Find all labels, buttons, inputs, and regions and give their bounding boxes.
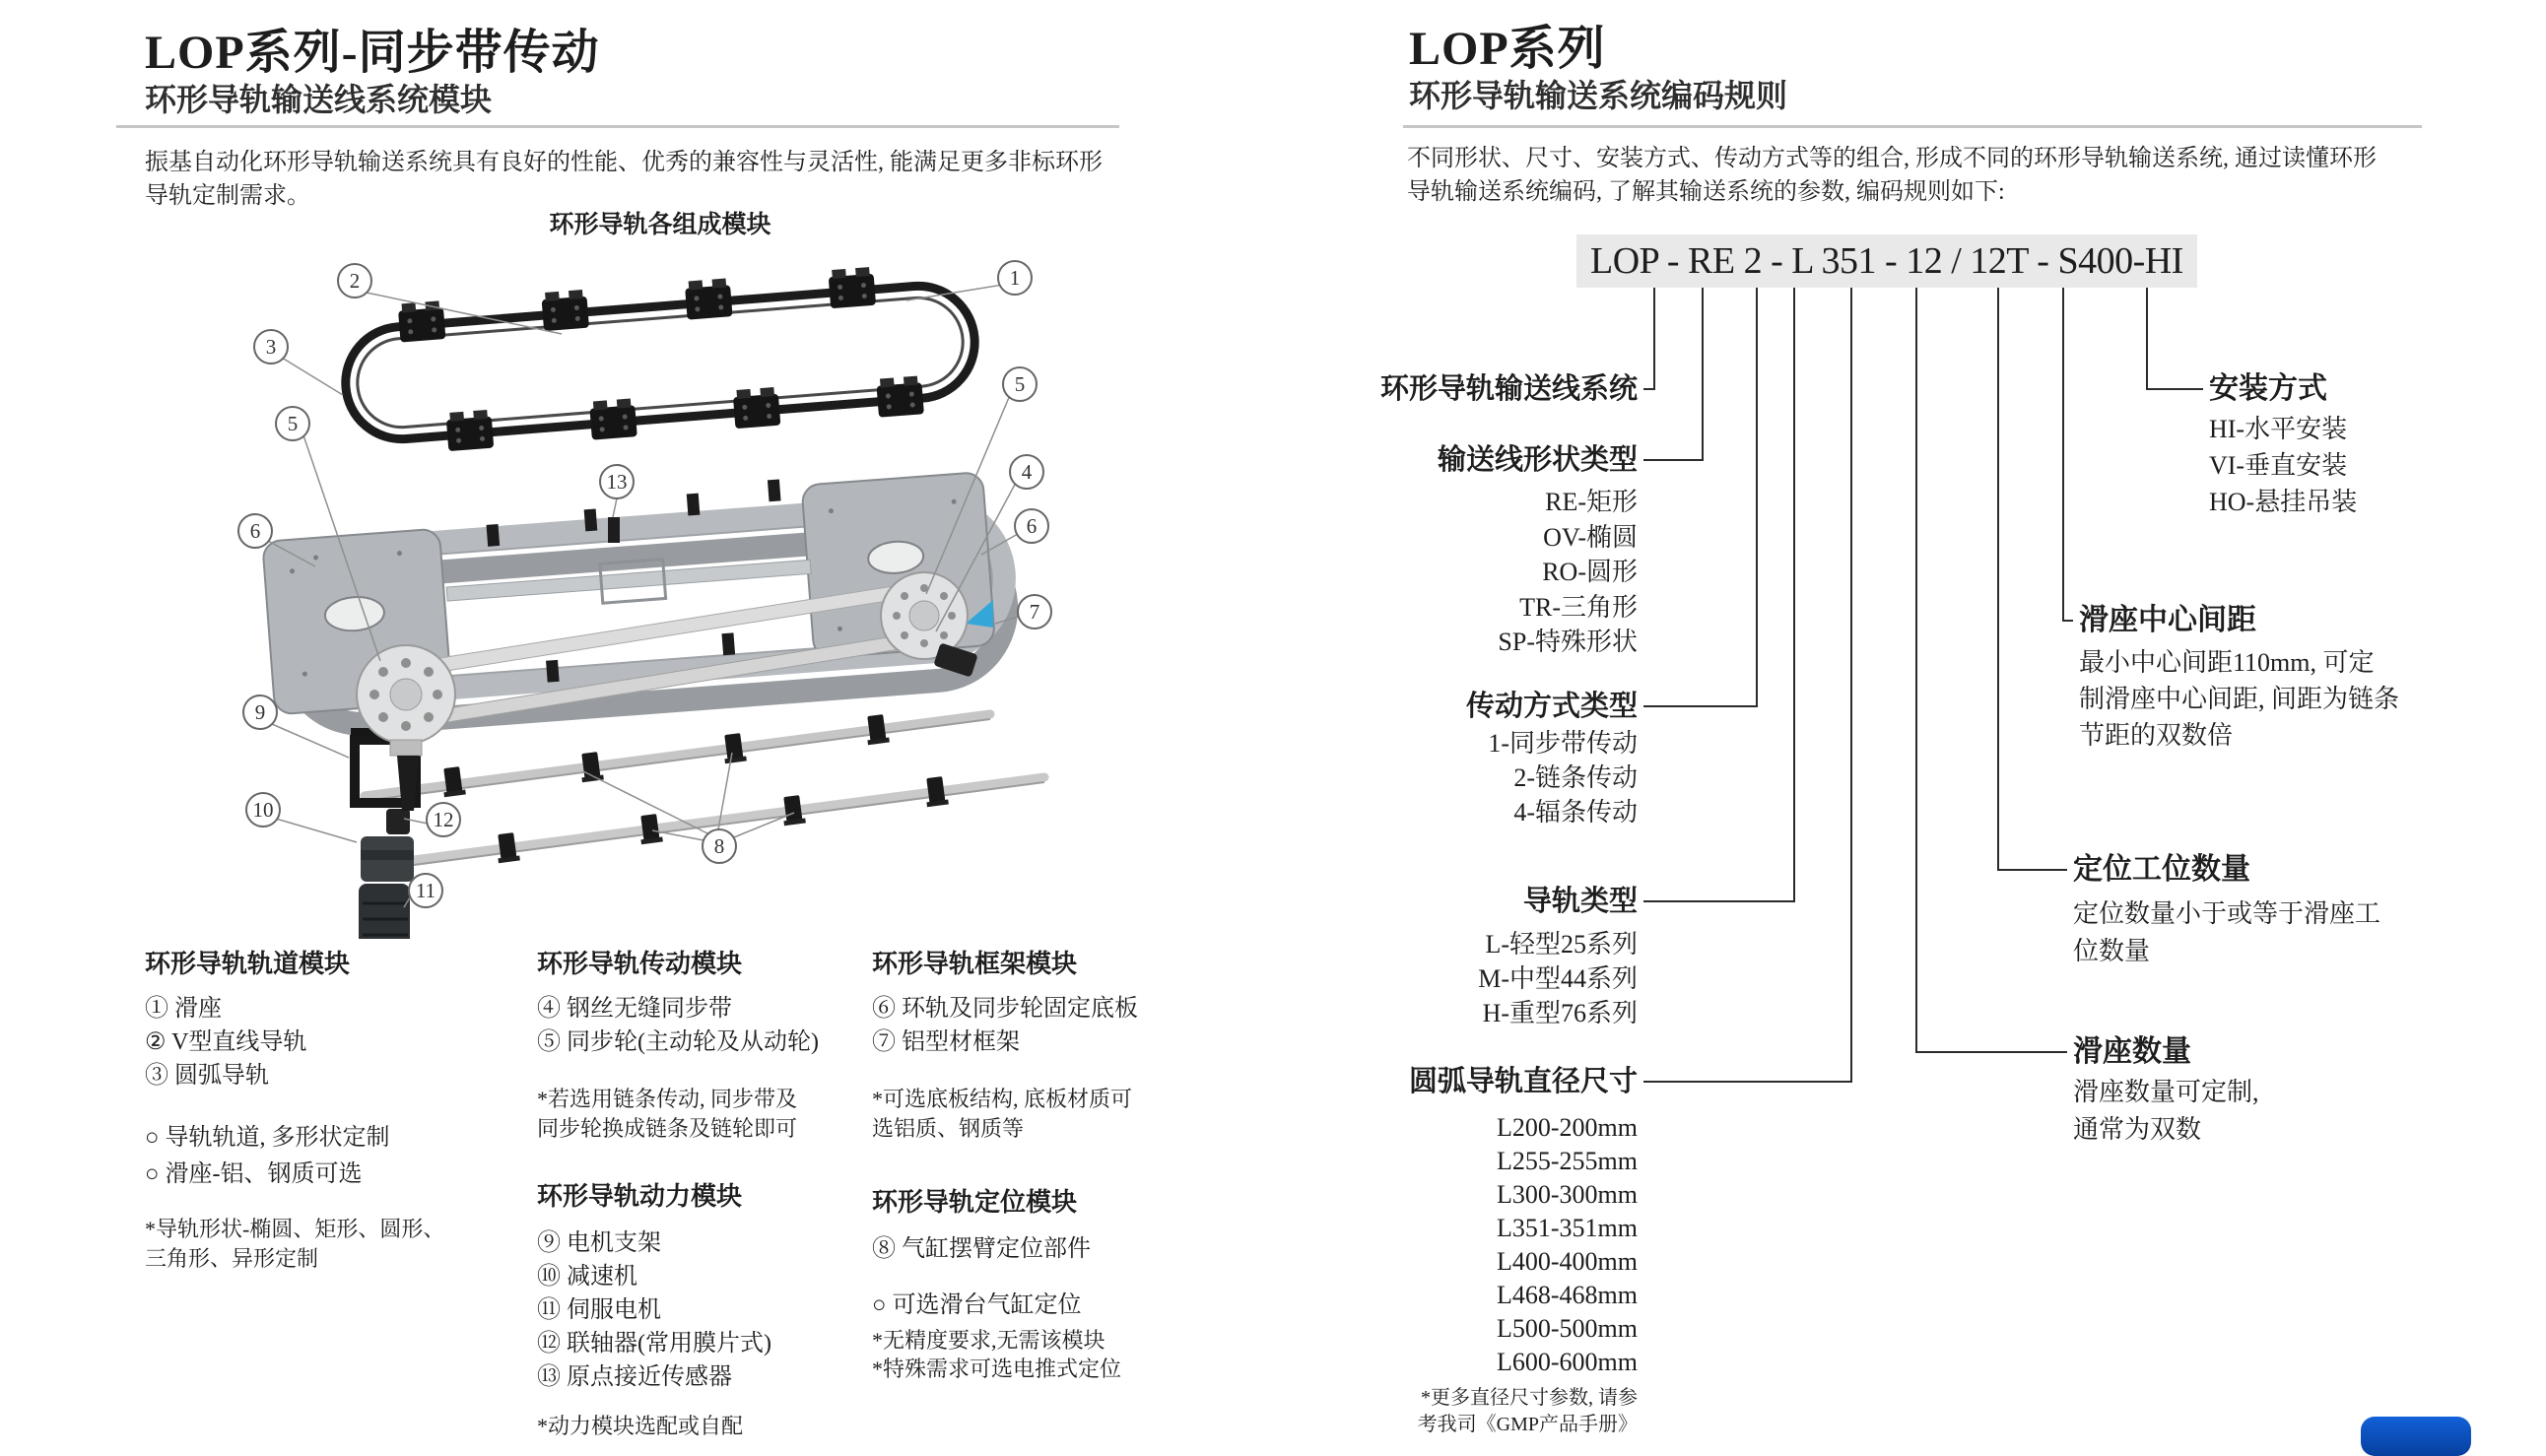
legend-desc: 滑座数量可定制, (2073, 1078, 2259, 1106)
legend-rail-type (1224, 884, 1638, 1030)
module-item: ③ 圆弧导轨 (145, 1063, 269, 1089)
module-option: ○ 可选滑台气缸定位 (872, 1292, 1082, 1318)
legend-option: TR-三角形 (1519, 592, 1638, 622)
svg-text:2: 2 (349, 269, 361, 293)
svg-text:6: 6 (1026, 514, 1038, 538)
module-item: ② V型直线导轨 (145, 1029, 307, 1055)
legend-desc: 节距的双数倍 (2079, 721, 2234, 750)
legend-drive-type (1224, 689, 1638, 829)
legend-option: 4-辐条传动 (1513, 798, 1638, 827)
legend-option: M-中型44系列 (1478, 964, 1638, 993)
right-intro-line1: 不同形状、尺寸、安装方式、传动方式等的组合, 形成不同的环形导轨输送系统, 通过读懂环形 (1407, 146, 2377, 171)
module-note: *动力模块选配或自配 (537, 1414, 744, 1438)
module-item: ⑩ 减速机 (537, 1264, 637, 1290)
legend-desc: 制滑座中心间距, 间距为链条 (2079, 685, 2400, 713)
svg-text:8: 8 (713, 834, 725, 858)
svg-text:5: 5 (287, 412, 299, 435)
legend-note: 考我司《GMP产品手册》 (1417, 1414, 1638, 1435)
legend-option: 1-同步带传动 (1488, 729, 1638, 758)
legend-system (1224, 371, 1638, 407)
svg-text:1: 1 (1009, 266, 1021, 290)
module-item: ⑤ 同步轮(主动轮及从动轮) (537, 1029, 819, 1055)
legend-option: 2-链条传动 (1513, 763, 1638, 792)
legend-slider-pitch (2079, 603, 2493, 754)
legend-label: 安装方式 (2209, 372, 2327, 405)
svg-text:13: 13 (606, 470, 628, 494)
module-item: ⑬ 原点接近传感器 (537, 1364, 732, 1390)
svg-text:6: 6 (249, 519, 261, 543)
left-intro-line2: 导轨定制需求。 (145, 183, 310, 209)
svg-text:12: 12 (433, 808, 454, 831)
right-page-subtitle: 环形导轨输送系统编码规则 (1409, 78, 1788, 113)
legend-desc: 最小中心间距110mm, 可定 (2079, 648, 2375, 677)
module-note: *无精度要求,无需该模块 (872, 1328, 1106, 1353)
legend-option: L255-255mm (1497, 1147, 1638, 1175)
legend-option: SP-特殊形状 (1498, 628, 1638, 656)
legend-desc: 定位数量小于或等于滑座工 (2073, 899, 2381, 928)
svg-text:3: 3 (265, 335, 277, 359)
svg-text:4: 4 (1021, 460, 1033, 484)
legend-option: L351-351mm (1497, 1214, 1638, 1242)
legend-station-count (2073, 852, 2487, 970)
legend-desc: 位数量 (2073, 937, 2151, 965)
page-corner-tab (2361, 1417, 2471, 1456)
svg-text:9: 9 (254, 700, 266, 724)
module-item: ⑥ 环轨及同步轮固定底板 (872, 996, 1138, 1022)
module-note: *导轨形状-椭圆、矩形、圆形、 (145, 1217, 445, 1241)
legend-option: HO-悬挂吊装 (2209, 488, 2358, 516)
legend-desc: 通常为双数 (2073, 1115, 2202, 1144)
module-item: ⑧ 气缸摆臂定位部件 (872, 1236, 1091, 1262)
legend-mounting (2209, 371, 2546, 520)
legend-option: OV-椭圆 (1543, 522, 1638, 552)
svg-text:11: 11 (415, 879, 436, 902)
module-heading: 环形导轨定位模块 (872, 1188, 1078, 1217)
svg-text:5: 5 (1014, 372, 1026, 396)
module-heading: 环形导轨框架模块 (872, 950, 1078, 978)
legend-option: VI-垂直安装 (2209, 451, 2348, 480)
legend-option: L-轻型25系列 (1485, 930, 1638, 959)
legend-arc-diameter (1224, 1064, 1638, 1438)
left-page-title: LOP系列-同步带传动 (145, 27, 600, 79)
legend-option: L468-468mm (1497, 1281, 1638, 1309)
legend-option: L400-400mm (1497, 1247, 1638, 1276)
module-note: 选铝质、钢质等 (872, 1116, 1025, 1141)
legend-shape-type (1224, 442, 1638, 660)
module-option: ○ 导轨轨道, 多形状定制 (145, 1125, 390, 1151)
left-intro-line1: 振基自动化环形导轨输送系统具有良好的性能、优秀的兼容性与灵活性, 能满足更多非标环形 (145, 150, 1103, 175)
legend-label: 传动方式类型 (1465, 691, 1638, 722)
legend-label: 滑座中心间距 (2079, 604, 2256, 636)
module-item: ⑨ 电机支架 (537, 1230, 661, 1256)
svg-text:7: 7 (1029, 600, 1040, 624)
legend-label: 圆弧导轨直径尺寸 (1408, 1066, 1638, 1097)
svg-text:10: 10 (252, 798, 274, 822)
module-note: 三角形、异形定制 (145, 1246, 319, 1271)
module-item: ④ 钢丝无缝同步带 (537, 996, 732, 1022)
module-note: 同步轮换成链条及链轮即可 (537, 1116, 798, 1141)
module-option: ○ 滑座-铝、钢质可选 (145, 1161, 363, 1187)
module-heading: 环形导轨传动模块 (537, 950, 743, 978)
legend-option: H-重型76系列 (1482, 999, 1638, 1027)
legend-slider-count (2073, 1034, 2487, 1149)
legend-option: RE-矩形 (1545, 488, 1638, 516)
legend-label: 导轨类型 (1522, 886, 1638, 917)
module-note: *若选用链条传动, 同步带及 (537, 1087, 798, 1111)
right-intro-line2: 导轨输送系统编码, 了解其输送系统的参数, 编码规则如下: (1407, 179, 2005, 205)
left-page-subtitle: 环形导轨输送线系统模块 (145, 82, 493, 117)
product-code: LOP - RE 2 - L 351 - 12 / 12T - S400-HI (1576, 234, 2197, 288)
legend-option: RO-圆形 (1542, 558, 1638, 586)
module-item: ⑦ 铝型材框架 (872, 1029, 1020, 1055)
legend-option: HI-水平安装 (2209, 415, 2348, 443)
legend-label: 定位工位数量 (2073, 853, 2250, 886)
right-page-title: LOP系列 (1409, 23, 1606, 75)
legend-option: L300-300mm (1497, 1180, 1638, 1209)
module-item: ① 滑座 (145, 996, 222, 1022)
legend-label: 滑座数量 (2073, 1035, 2191, 1068)
legend-note: *更多直径尺寸参数, 请参 (1421, 1387, 1638, 1409)
legend-option: L500-500mm (1497, 1314, 1638, 1343)
module-heading: 环形导轨轨道模块 (145, 950, 351, 978)
legend-option: L200-200mm (1497, 1113, 1638, 1142)
legend-label: 输送线形状类型 (1437, 444, 1638, 476)
module-item: ⑪ 伺服电机 (537, 1297, 661, 1323)
module-note: *可选底板结构, 底板材质可 (872, 1087, 1133, 1111)
module-note: *特殊需求可选电推式定位 (872, 1357, 1122, 1381)
diagram-title: 环形导轨各组成模块 (549, 212, 771, 238)
module-item: ⑫ 联轴器(常用膜片式) (537, 1331, 771, 1357)
module-heading: 环形导轨动力模块 (537, 1182, 743, 1211)
legend-option: L600-600mm (1497, 1348, 1638, 1376)
legend-label: 环形导轨输送线系统 (1379, 373, 1638, 405)
